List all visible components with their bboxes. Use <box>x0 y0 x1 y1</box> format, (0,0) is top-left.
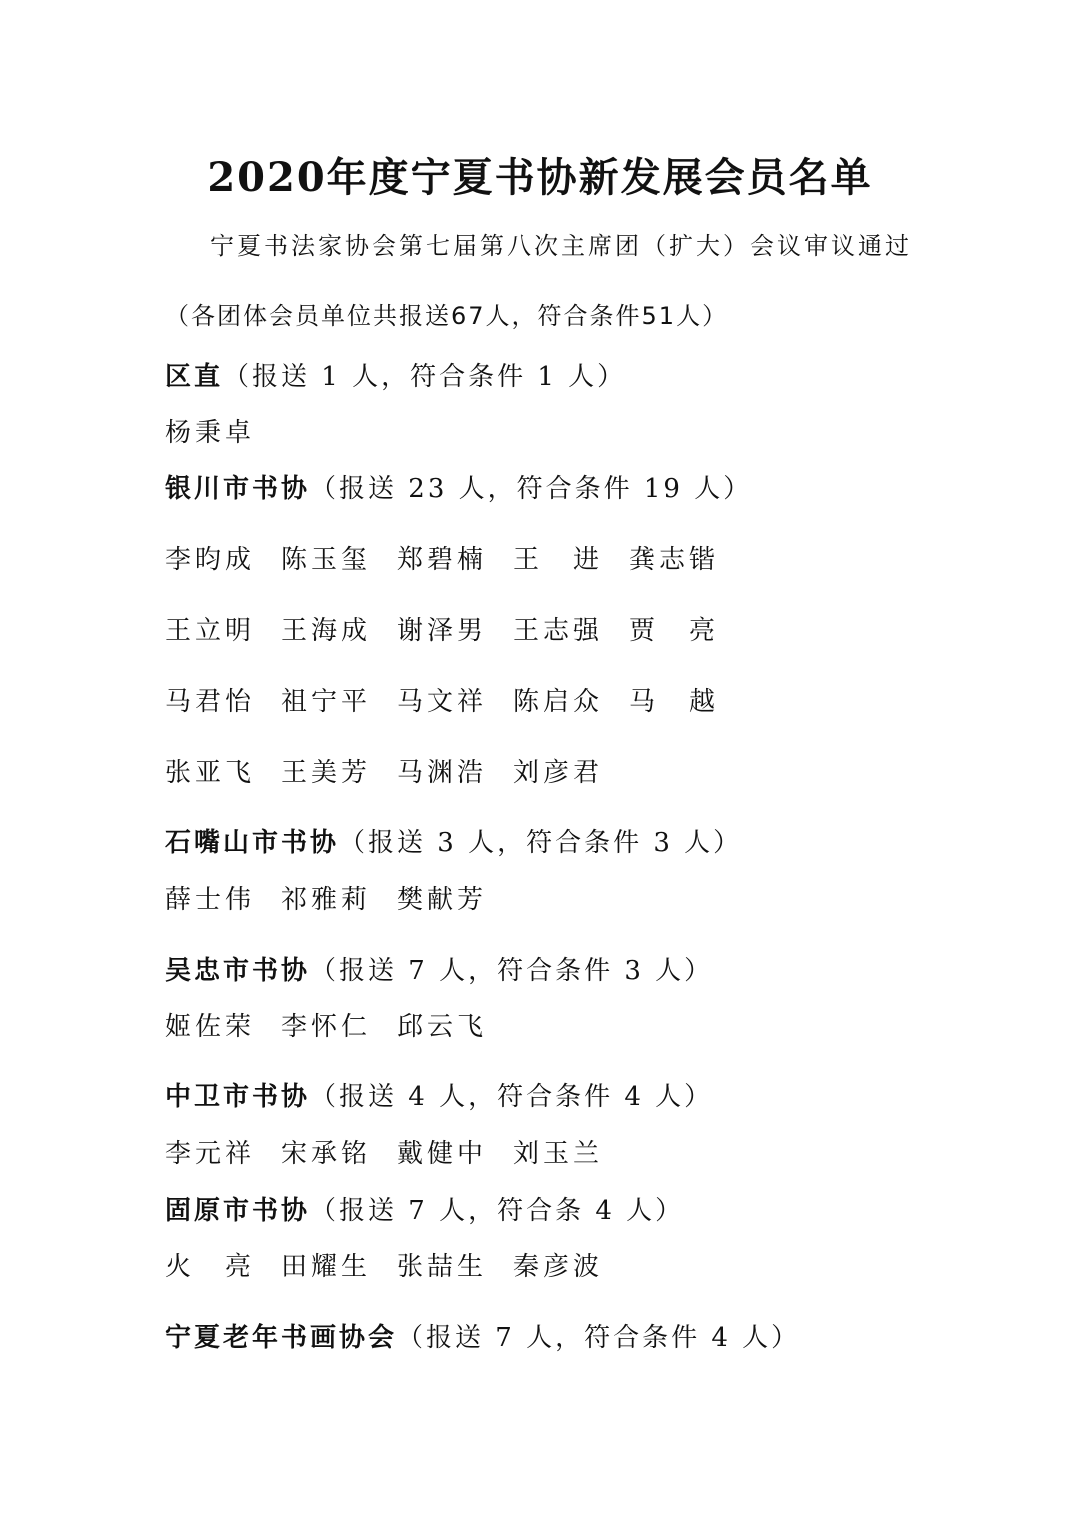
member-name: 邱云飞 <box>397 1012 488 1042</box>
summary-line: （各团体会员单位共报送67人，符合条件51人） <box>165 302 729 330</box>
member-name: 火 亮 <box>165 1252 256 1282</box>
section-count: （报送 7 人，符合条 4 人） <box>310 1196 685 1226</box>
member-name: 祁雅莉 <box>281 885 372 915</box>
member-name: 姬佐荣 <box>165 1012 256 1042</box>
section-org: 中卫市书协 <box>165 1082 311 1112</box>
member-name: 祖宁平 <box>281 687 372 717</box>
member-name: 郑碧楠 <box>397 545 488 575</box>
member-name: 王立明 <box>165 616 256 646</box>
member-name: 田耀生 <box>281 1252 372 1282</box>
member-name: 刘彦君 <box>513 758 604 788</box>
section-org: 宁夏老年书画协会 <box>165 1323 398 1353</box>
section-org: 区直 <box>165 362 224 392</box>
member-name: 李元祥 <box>165 1139 256 1169</box>
section-heading-quzhi <box>165 356 626 393</box>
member-name: 秦彦波 <box>513 1252 604 1282</box>
section-heading-laonian <box>165 1317 800 1354</box>
section-org: 吴忠市书协 <box>165 956 311 986</box>
section-count: （报送 1 人，符合条件 1 人） <box>223 362 627 392</box>
section-count: （报送 7 人，符合条件 4 人） <box>397 1323 801 1353</box>
name-row <box>165 681 745 718</box>
member-name: 贾 亮 <box>629 616 720 646</box>
name-row <box>165 1006 513 1043</box>
section-heading-shizuishan <box>165 822 742 859</box>
name-row <box>165 610 745 647</box>
section-count: （报送 4 人，符合条件 4 人） <box>310 1082 714 1112</box>
name-row <box>165 752 629 789</box>
member-name: 陈玉玺 <box>281 545 372 575</box>
section-heading-wuzhong <box>165 950 713 987</box>
member-name: 张喆生 <box>397 1252 488 1282</box>
section-org: 固原市书协 <box>165 1196 311 1226</box>
member-name: 龚志锴 <box>629 545 720 575</box>
member-name: 王志强 <box>513 616 604 646</box>
member-name: 李昀成 <box>165 545 256 575</box>
page-title: 2020年度宁夏书协新发展会员名单 <box>207 154 873 201</box>
section-org: 银川市书协 <box>165 474 311 504</box>
member-name: 王美芳 <box>281 758 372 788</box>
section-count: （报送 3 人，符合条件 3 人） <box>339 828 743 858</box>
member-name: 张亚飞 <box>165 758 256 788</box>
member-name: 杨秉卓 <box>165 418 256 448</box>
member-name: 戴健中 <box>397 1139 488 1169</box>
member-name: 宋承铭 <box>281 1139 372 1169</box>
section-heading-guyuan <box>165 1190 684 1227</box>
member-name: 王 进 <box>513 545 604 575</box>
section-org: 石嘴山市书协 <box>165 828 340 858</box>
member-name: 陈启众 <box>513 687 604 717</box>
name-row <box>165 1246 629 1283</box>
approval-subtitle: 宁夏书法家协会第七届第八次主席团（扩大）会议审议通过 <box>210 232 912 260</box>
member-name: 马文祥 <box>397 687 488 717</box>
member-name: 马君怡 <box>165 687 256 717</box>
member-name: 樊献芳 <box>397 885 488 915</box>
section-count: （报送 23 人，符合条件 19 人） <box>310 474 753 504</box>
section-count: （报送 7 人，符合条件 3 人） <box>310 956 714 986</box>
name-row <box>165 1133 629 1170</box>
member-name: 李怀仁 <box>281 1012 372 1042</box>
section-heading-yinchuan <box>165 468 752 505</box>
section-heading-zhongwei <box>165 1076 713 1113</box>
name-row <box>165 879 513 916</box>
name-row <box>165 539 745 576</box>
member-name: 马 越 <box>629 687 720 717</box>
name-row <box>165 412 281 449</box>
member-name: 谢泽男 <box>397 616 488 646</box>
member-name: 马渊浩 <box>397 758 488 788</box>
member-name: 薛士伟 <box>165 885 256 915</box>
member-name: 刘玉兰 <box>513 1139 604 1169</box>
member-name: 王海成 <box>281 616 372 646</box>
